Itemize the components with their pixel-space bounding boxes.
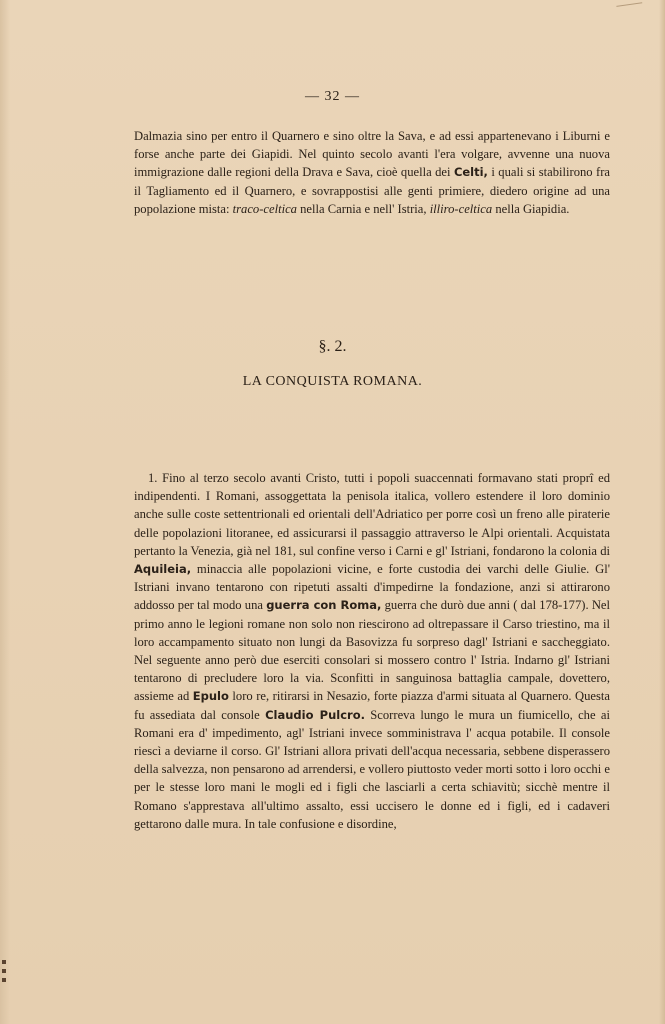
italic-term: traco-celtica [232, 201, 297, 216]
emphasized-term: Epulo [192, 689, 229, 704]
emphasized-term: Claudio Pulcro. [265, 707, 365, 722]
binding-dot [2, 960, 6, 964]
text-run: 1. Fino al terzo secolo avanti Cristo, tutti i popoli suaccennati formavano stati proprî ed indipendenti. I Romani, assoggettata la penisola italica, vollero estendere il loro dominio anche sulle coste settentrionali ed orientali dell'Adriatico per porre così un freno alle piraterie delle popolazioni litoranee, ed assicurarsi il passaggio attraverso le Alpi orientali. Acquistata pertanto la Venezia, già nel 181, sul confine verso i Carni e gl' Istriani, fondarono la colonia di [134, 471, 610, 558]
italic-term: illiro-celtica [429, 201, 493, 216]
paragraph-text [134, 469, 610, 833]
page-edge-shadow-left [0, 0, 10, 1024]
text-run: Dalmazia sino per entro il Quarnero e sino oltre la Sava, e ad essi appartenevano i Liburni e forse anche parte dei Giapidi. Nel quinto secolo avanti l'era volgare, avvenne una nuova immigrazione dalle regioni della Drava e Sava, cioè quella dei [134, 129, 610, 180]
section-number: §. 2. [318, 338, 347, 355]
binding-dot [2, 969, 6, 973]
emphasized-term: Celti, [453, 165, 488, 180]
emphasized-term: Aquileia, [134, 562, 192, 577]
text-run: i quali si stabilirono fra il Tagliamento ed il Quarnero, e sovrappostisi alle genti primiere, diedero origine ad una popolazione mista: [134, 165, 610, 216]
text-run: minaccia alle popolazioni vicine, e forte custodia dei varchi delle Giulie. Gl' Istriani invano tentarono con ripetuti assalti d'impedirne la fondazione, anzi si attirarono addosso per tal modo una [134, 562, 610, 613]
text-run: nella Carnia e nell' Istria, [296, 201, 430, 216]
page-edge-shadow-right [659, 0, 665, 1024]
corner-pencil-mark [616, 2, 643, 17]
section-title: LA CONQUISTA ROMANA. [242, 374, 423, 389]
binding-dot [2, 978, 6, 982]
paragraph-text [134, 127, 610, 218]
page-number: — 32 — [305, 89, 360, 104]
text-run: loro re, ritirarsi in Nesazio, forte piazza d'armi situata al Quarnero. Questa fu assediata dal console [134, 689, 610, 722]
paragraph-main [134, 469, 610, 833]
emphasized-term: guerra con Roma, [266, 598, 382, 613]
text-run: nella Giapidia. [492, 201, 570, 216]
paragraph-continuation [134, 127, 610, 218]
binding-marks [2, 960, 7, 990]
text-run: guerra che durò due anni ( dal 178-177). Nel primo anno le legioni romane non solo non riescirono ad oltrepassare il Carso triestino, ma il loro accampamento situato non lungi da Basovizza fu sorpreso dagl' Istriani e saccheggiato. Nel seguente anno però due eserciti consolari si mossero contro l' Istria. Indarno gl' Istriani tentarono di precludere loro la via. Sconfitti in sanguinosa battaglia campale, dovettero, assieme ad [134, 598, 610, 704]
text-run: Scorreva lungo le mura un fiumicello, che ai Romani era d' impedimento, agl' Istriani invece somministrava l' acqua potabile. Il console riescì a deviarne il corso. Gl' Istriani allora privati dell'acqua necessaria, sebbene disperassero della salvezza, non pensarono ad arrendersi, e vollero piuttosto veder morti sotto i loro occhi e per le stesse loro mani le mogli ed i figli che lasciarli a certa schiavitù; sicchè mentre il Romano s'apprestava all'ultimo assalto, essi uccisero le donne ed i figli, ed i cadaveri gettarono dalle mura. In tale confusione e disordine, [134, 707, 610, 831]
